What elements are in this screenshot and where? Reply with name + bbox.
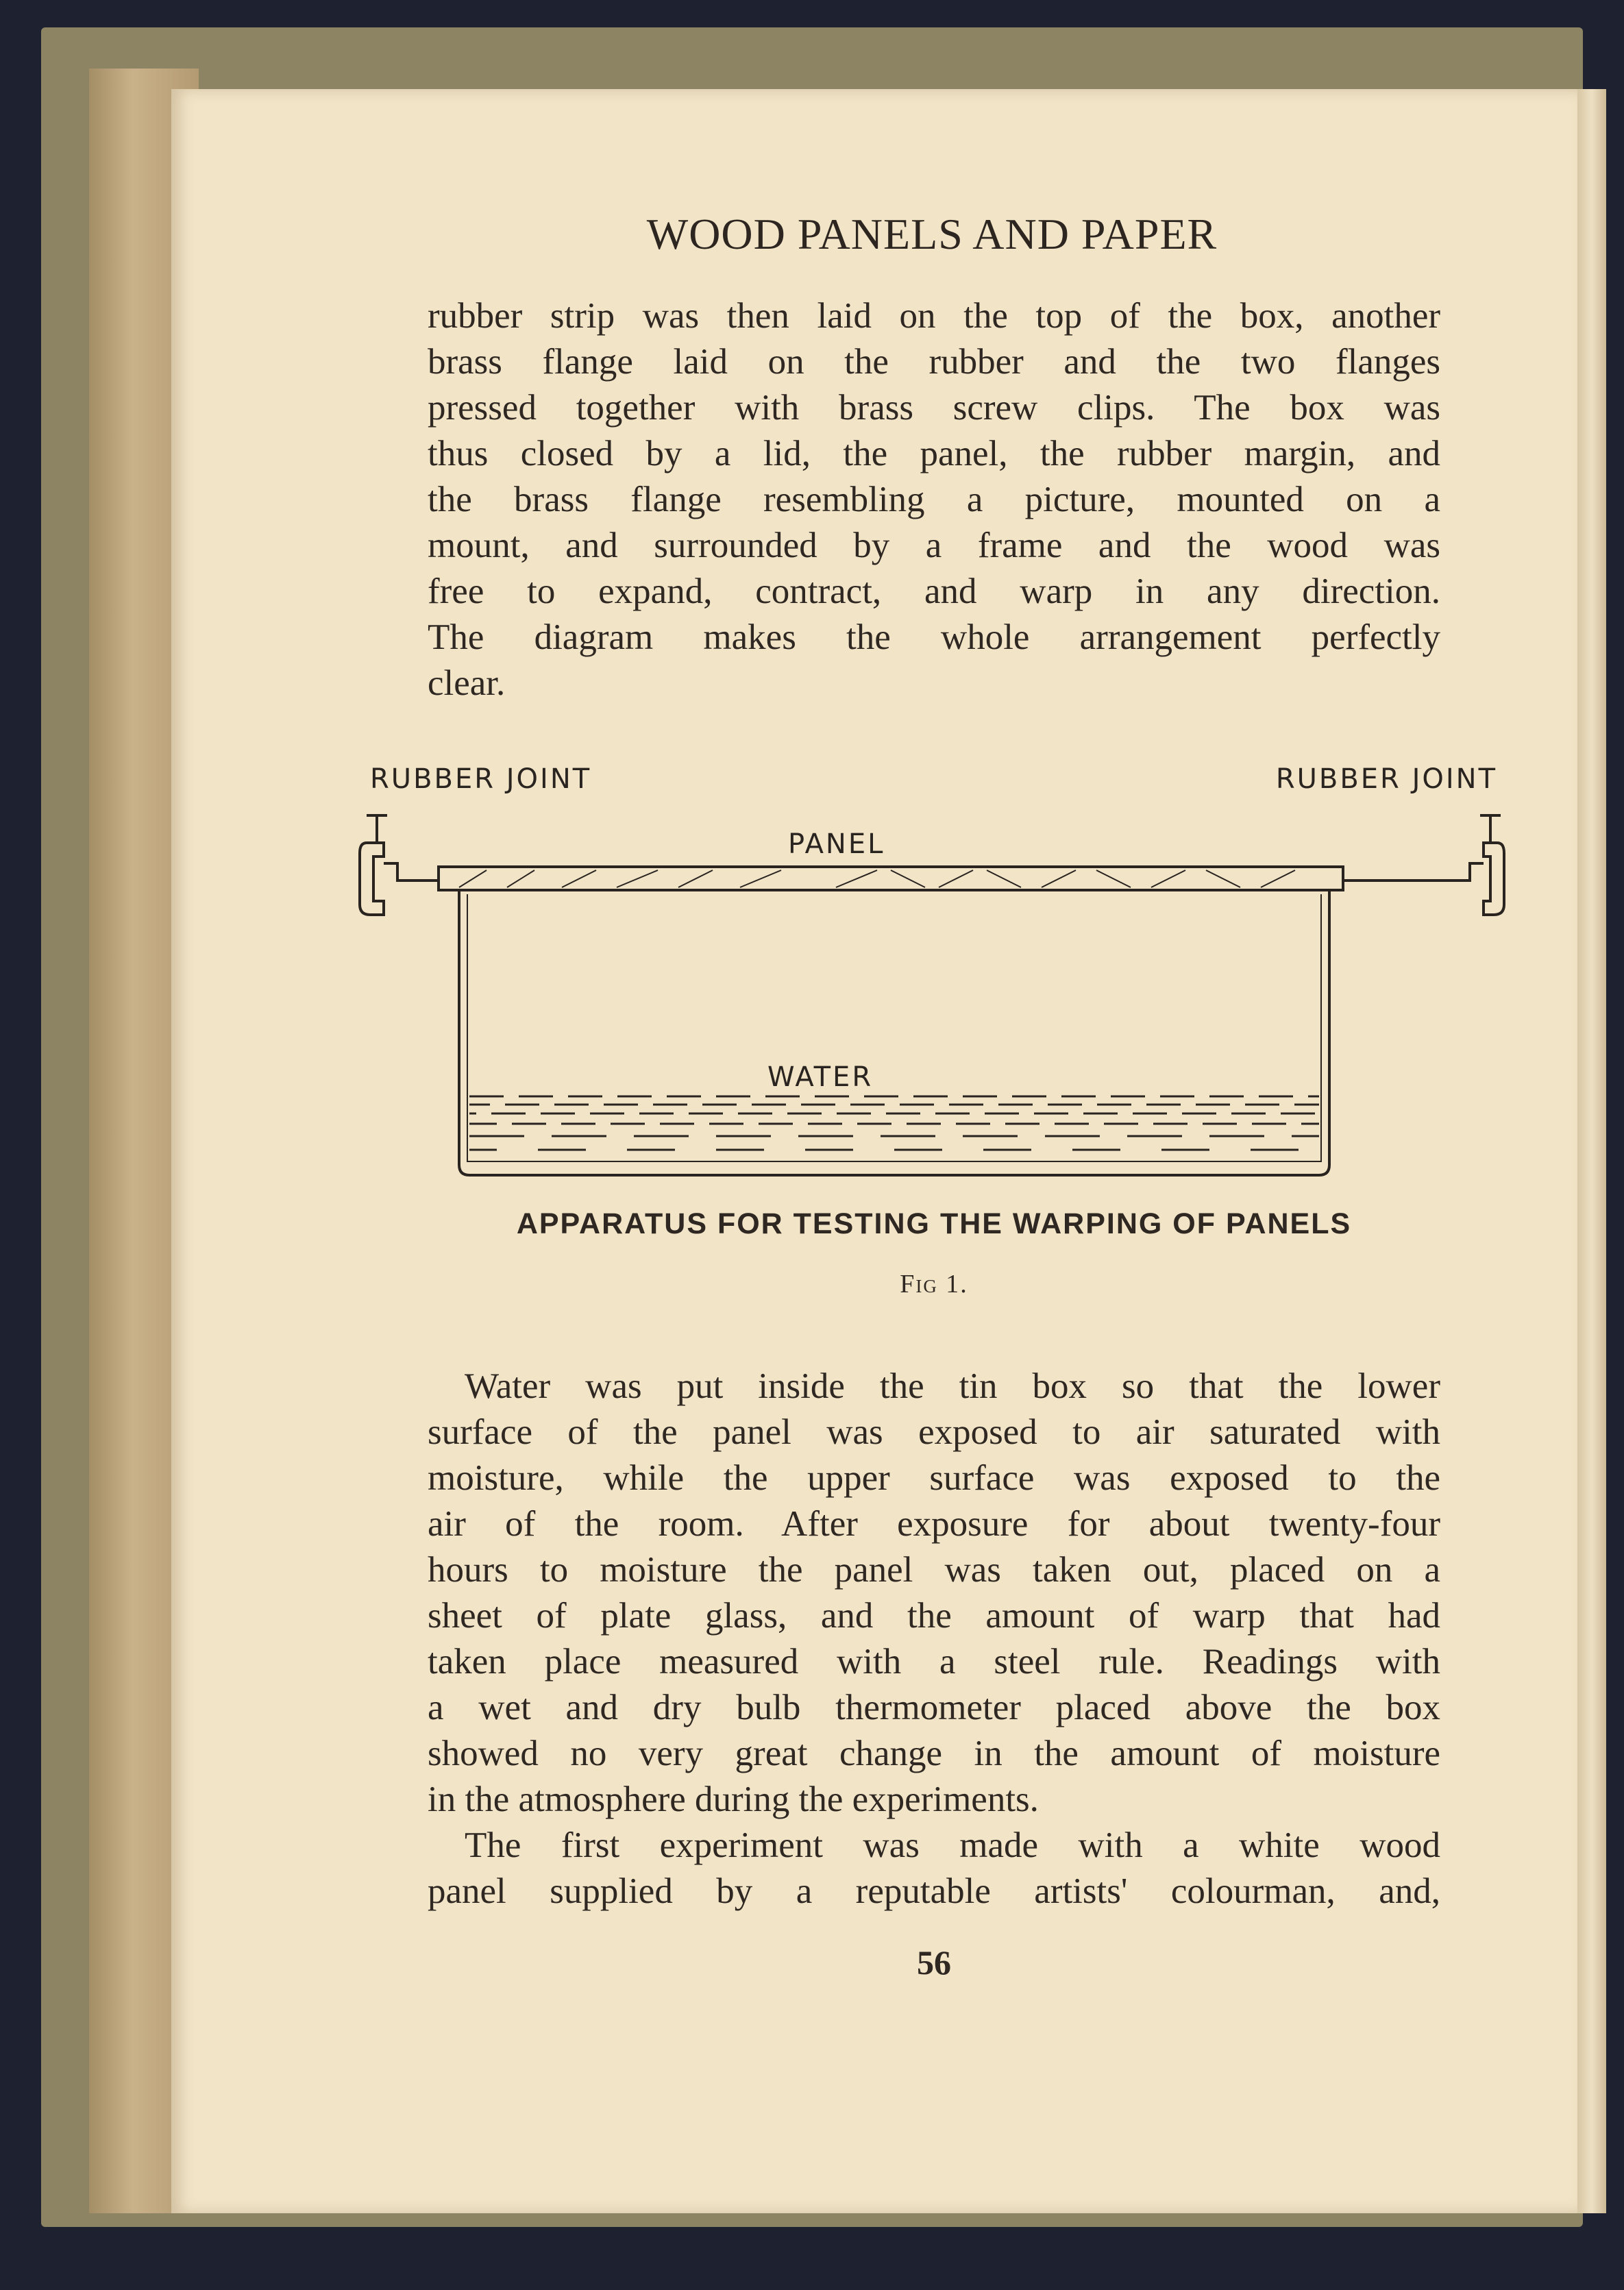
text-line: mount, and surrounded by a frame and the wood was — [428, 526, 1440, 565]
paragraph-2 — [428, 1364, 1440, 1915]
running-title: WOOD PANELS AND PAPER — [646, 210, 1218, 258]
text-line: Water was put inside the tin box so that the lower — [465, 1366, 1440, 1406]
label-water: WATER — [767, 1061, 874, 1093]
figure-caption: APPARATUS FOR TESTING THE WARPING OF PANELS — [516, 1207, 1352, 1240]
text-line: free to expand, contract, and warp in any direction. — [428, 571, 1440, 611]
figure-number: Fig 1. — [900, 1270, 968, 1298]
text-line: the brass flange resembling a picture, mounted on a — [428, 480, 1440, 519]
text-line: taken place measured with a steel rule. Readings with — [428, 1642, 1440, 1682]
text-line: in the atmosphere during the experiments. — [428, 1780, 1039, 1819]
apparatus-diagram — [356, 754, 1508, 1192]
text-line: thus closed by a lid, the panel, the rubber margin, and — [428, 434, 1440, 473]
text-line: pressed together with brass screw clips. The box was — [428, 388, 1440, 428]
text-line: The diagram makes the whole arrangement perfectly — [428, 617, 1440, 657]
label-panel: PANEL — [788, 828, 885, 860]
label-rubber-joint-right: RUBBER JOINT — [1275, 763, 1497, 795]
text-line: rubber strip was then laid on the top of the box, another — [428, 296, 1440, 336]
label-rubber-joint-left: RUBBER JOINT — [370, 763, 592, 795]
screw-clip-right — [1343, 815, 1504, 915]
text-line: a wet and dry bulb thermometer placed above the box — [428, 1688, 1440, 1727]
text-line: surface of the panel was exposed to air saturated with — [428, 1412, 1440, 1452]
text-line: moisture, while the upper surface was exposed to the — [428, 1458, 1440, 1498]
text-line: sheet of plate glass, and the amount of warp that had — [428, 1596, 1440, 1636]
page-gutter — [1577, 89, 1606, 2213]
text-line: clear. — [428, 663, 506, 703]
wood-panel — [439, 867, 1343, 890]
paragraph-1 — [428, 293, 1440, 706]
text-line: brass flange laid on the rubber and the two flanges — [428, 342, 1440, 382]
text-line: showed no very great change in the amount of moisture — [428, 1734, 1440, 1773]
screw-clip-left — [360, 815, 439, 915]
water-lines — [469, 1096, 1319, 1150]
page-number: 56 — [917, 1943, 951, 1982]
text-line: The first experiment was made with a white wood — [465, 1825, 1440, 1865]
tin-box — [459, 891, 1329, 1175]
text-line: panel supplied by a reputable artists' colourman, and, — [428, 1871, 1440, 1911]
text-line: hours to moisture the panel was taken out, placed on a — [428, 1550, 1440, 1590]
text-line: air of the room. After exposure for about twenty-four — [428, 1504, 1440, 1544]
